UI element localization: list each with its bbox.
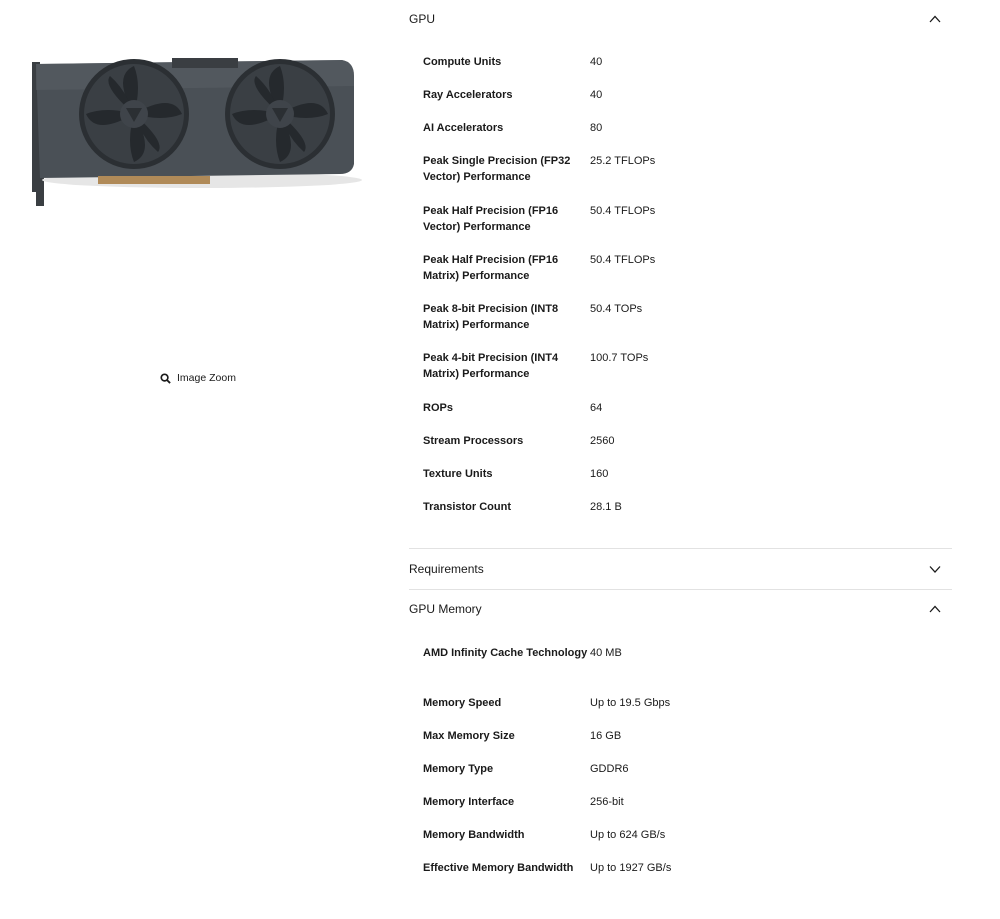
chevron-up-icon	[928, 602, 942, 616]
image-zoom-button[interactable]	[160, 372, 236, 384]
spec-label: Max Memory Size	[423, 730, 515, 742]
spec-row	[423, 153, 952, 203]
spec-row	[423, 203, 952, 252]
spec-row	[423, 499, 952, 548]
spec-row	[423, 466, 952, 499]
spec-label: Peak 8-bit Precision (INT8 Matrix) Performance	[423, 303, 559, 331]
spec-value: 50.4 TOPs	[590, 303, 643, 315]
spec-label: Peak Half Precision (FP16 Matrix) Performance	[423, 254, 559, 282]
spec-row	[423, 794, 952, 827]
spec-value: 256-bit	[590, 796, 624, 808]
spec-value: 2560	[590, 435, 615, 447]
spec-value: 50.4 TFLOPs	[590, 205, 656, 217]
section-title: GPU	[409, 12, 436, 26]
spec-row	[423, 87, 952, 120]
spec-value: 40 MB	[590, 647, 622, 659]
product-media	[0, 0, 400, 919]
spec-row	[423, 433, 952, 466]
spec-label: Peak Single Precision (FP32 Vector) Performance	[423, 155, 571, 183]
spec-row	[423, 54, 952, 87]
spec-value: 64	[590, 402, 603, 414]
section-header-gpu[interactable]	[409, 0, 952, 38]
spec-label: AMD Infinity Cache Technology	[423, 647, 588, 659]
chevron-up-icon	[928, 12, 942, 26]
spec-value: Up to 624 GB/s	[590, 829, 666, 841]
spec-row	[423, 728, 952, 761]
spec-label: Transistor Count	[423, 501, 512, 513]
spec-value: 100.7 TOPs	[590, 352, 649, 364]
magnifier-icon	[160, 373, 171, 384]
section-header-gpu-memory[interactable]	[409, 590, 952, 628]
spec-label: Texture Units	[423, 468, 493, 480]
section-title: GPU Memory	[409, 602, 482, 616]
spec-value: 50.4 TFLOPs	[590, 254, 656, 266]
spec-label: Effective Memory Bandwidth	[423, 862, 574, 874]
spec-label: Ray Accelerators	[423, 89, 513, 101]
spec-label: Compute Units	[423, 56, 502, 68]
spec-value: Up to 1927 GB/s	[590, 862, 672, 874]
spec-value: Up to 19.5 Gbps	[590, 697, 671, 709]
graphics-card-image	[22, 56, 364, 216]
spec-label: Memory Bandwidth	[423, 829, 525, 841]
spec-row	[423, 645, 952, 695]
gpu-memory-spec-list	[409, 628, 952, 893]
specifications-panel	[409, 0, 952, 893]
spec-row	[423, 400, 952, 433]
spec-value: 25.2 TFLOPs	[590, 155, 656, 167]
spec-row	[423, 695, 952, 728]
spec-label: Memory Type	[423, 763, 494, 775]
gpu-spec-list	[409, 38, 952, 548]
section-header-requirements[interactable]	[409, 549, 952, 589]
spec-row	[423, 761, 952, 794]
spec-value: 16 GB	[590, 730, 622, 742]
spec-value: 40	[590, 56, 603, 68]
spec-row	[423, 350, 952, 400]
spec-label: Stream Processors	[423, 435, 524, 447]
spec-row	[423, 860, 952, 893]
spec-row	[423, 301, 952, 350]
spec-label: AI Accelerators	[423, 122, 504, 134]
spec-value: 28.1 B	[590, 501, 622, 513]
spec-label: Memory Speed	[423, 697, 502, 709]
spec-value: 40	[590, 89, 603, 101]
image-zoom-label: Image Zoom	[177, 372, 236, 384]
spec-label: Peak Half Precision (FP16 Vector) Performance	[423, 205, 559, 233]
spec-row	[423, 120, 952, 153]
chevron-down-icon	[928, 562, 942, 576]
spec-row	[423, 252, 952, 301]
spec-row	[423, 827, 952, 860]
spec-label: Memory Interface	[423, 796, 515, 808]
spec-label: ROPs	[423, 402, 453, 414]
spec-value: GDDR6	[590, 763, 629, 775]
spec-label: Peak 4-bit Precision (INT4 Matrix) Performance	[423, 352, 559, 380]
spec-value: 160	[590, 468, 609, 480]
section-title: Requirements	[409, 562, 484, 576]
spec-value: 80	[590, 122, 603, 134]
